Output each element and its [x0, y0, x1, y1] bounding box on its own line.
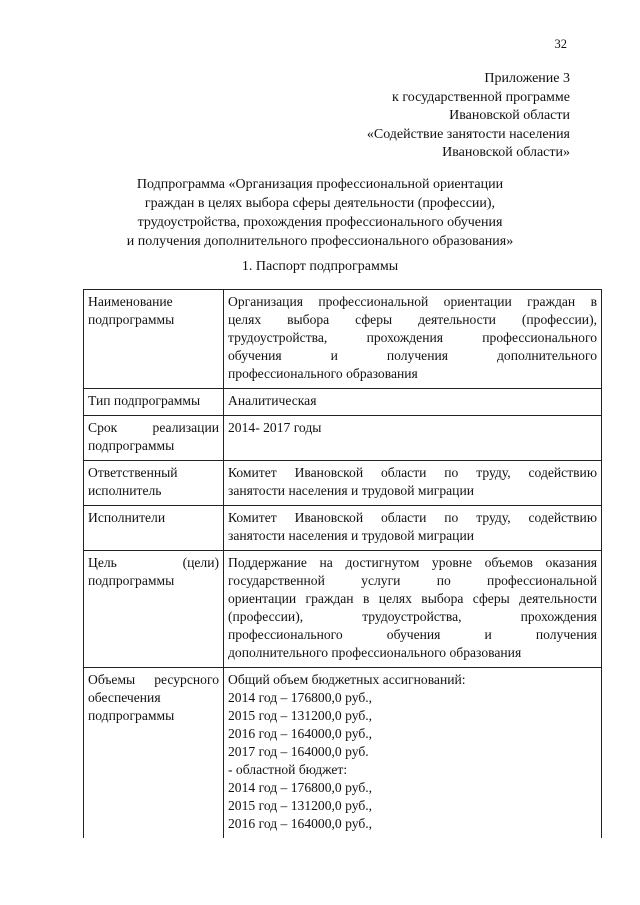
value-line: Общий объем бюджетных ассигнований: [228, 672, 466, 687]
table-row [84, 290, 602, 389]
table-row [84, 551, 602, 668]
row-label [84, 551, 224, 668]
subprogram-title-line: граждан в целях выбора сферы деятельности (профессии), [144, 196, 496, 211]
row-label [84, 461, 224, 506]
row-value [224, 461, 602, 506]
page-number: 32 [554, 37, 567, 51]
value-line: Комитет Ивановской области по труду, содействию [228, 465, 597, 480]
subprogram-title-line: Подпрограмма «Организация профессиональной ориентации [136, 177, 504, 192]
table-row [84, 416, 602, 461]
label-line: Объемы ресурсного [88, 672, 219, 687]
value-line: 2014 год – 176800,0 руб., [228, 780, 373, 795]
value-line: 2014 год – 176800,0 руб., [228, 690, 373, 705]
row-label [84, 668, 224, 839]
row-value [224, 389, 602, 416]
value-line: Аналитическая [228, 393, 317, 408]
passport-table [83, 289, 602, 838]
subprogram-title-line: и получения дополнительного профессионального образования» [126, 234, 514, 249]
value-line: 2015 год – 131200,0 руб., [228, 798, 373, 813]
table-row [84, 506, 602, 551]
label-line: Цель (цели) [88, 555, 219, 570]
label-line: исполнитель [88, 483, 162, 498]
appendix-line: «Содействие занятости населения [366, 126, 570, 142]
label-line: подпрограммы [88, 312, 175, 327]
label-line: подпрограммы [88, 573, 175, 588]
appendix-line: Ивановской области [449, 108, 570, 123]
label-line: Исполнители [88, 510, 166, 525]
appendix-line: Приложение 3 [484, 71, 570, 86]
row-value [224, 551, 602, 668]
value-line: Поддержание на достигнутом уровне объемов оказания [228, 555, 597, 570]
table-row [84, 389, 602, 416]
label-line: подпрограммы [88, 708, 175, 723]
row-label [84, 416, 224, 461]
table-row [84, 668, 602, 839]
row-value [224, 290, 602, 389]
value-line: занятости населения и трудовой миграции [228, 528, 474, 543]
appendix-header [270, 70, 570, 163]
value-line: - областной бюджет: [228, 762, 348, 777]
value-line: (профессии), трудоустройства, прохождения [228, 609, 597, 624]
value-line: профессионального образования [228, 366, 418, 381]
label-line: подпрограммы [88, 438, 175, 453]
row-label [84, 506, 224, 551]
label-line: Тип подпрограммы [88, 393, 201, 408]
label-line: Наименование [88, 294, 173, 309]
appendix-line: к государственной программе [392, 89, 570, 105]
value-line: целях выбора сферы деятельности (профессии), [228, 312, 597, 327]
value-line: 2014- 2017 годы [228, 420, 322, 435]
subprogram-title-line: трудоустройства, прохождения профессионального обучения [137, 215, 503, 230]
value-line: трудоустройства, прохождения профессионального [228, 330, 597, 345]
value-line: обучения и получения дополнительного [228, 348, 597, 363]
row-value [224, 416, 602, 461]
subprogram-title [70, 175, 570, 251]
value-line: занятости населения и трудовой миграции [228, 483, 474, 498]
row-label [84, 290, 224, 389]
value-line: 2016 год – 164000,0 руб., [228, 816, 373, 831]
value-line: Организация профессиональной ориентации граждан в [228, 294, 597, 309]
row-label [84, 389, 224, 416]
row-value [224, 506, 602, 551]
table-row [84, 461, 602, 506]
value-line: Комитет Ивановской области по труду, содействию [228, 510, 597, 525]
value-line: профессионального обучения и получения [228, 627, 597, 642]
section-title: 1. Паспорт подпрограммы [241, 259, 399, 274]
label-line: обеспечения [88, 690, 161, 705]
value-line: ориентации граждан в целях выбора сферы деятельности [228, 591, 597, 606]
row-value [224, 668, 602, 839]
appendix-line: Ивановской области» [442, 145, 570, 160]
value-line: 2016 год – 164000,0 руб., [228, 726, 373, 741]
value-line: дополнительного профессионального образования [228, 645, 522, 660]
label-line: Срок реализации [88, 420, 219, 435]
label-line: Ответственный [88, 465, 178, 480]
value-line: 2015 год – 131200,0 руб., [228, 708, 373, 723]
value-line: государственной услуги по профессиональной [228, 573, 597, 588]
value-line: 2017 год – 164000,0 руб. [228, 744, 369, 759]
